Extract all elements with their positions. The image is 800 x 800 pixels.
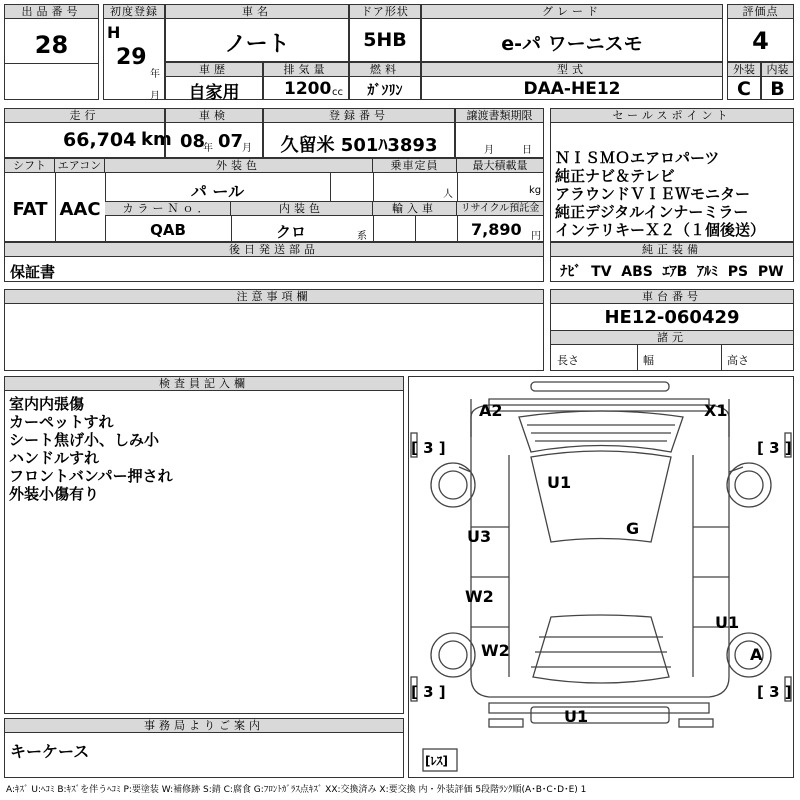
model-label: 型式 — [422, 63, 722, 77]
notes-cell — [4, 289, 544, 371]
sales-point-item: ＮＩＳＭＯエアロパーツ — [555, 149, 720, 167]
office-cell — [4, 718, 404, 778]
divider — [415, 216, 416, 241]
sales-points-label: セールスポイント — [551, 109, 793, 123]
inspector-item: シート焦げ小、しみ小 — [9, 431, 160, 449]
lot-number-value: 28 — [34, 31, 69, 59]
spare-tire: [ﾚｽ] — [425, 754, 448, 768]
inspection-year-unit: 年 — [203, 143, 213, 154]
rear-bumper — [489, 703, 709, 713]
mark-a-wheel: A — [750, 645, 763, 664]
ext-color-value: パ ール — [190, 182, 245, 201]
first-registration-cell — [103, 4, 165, 100]
interior-grade-cell — [761, 62, 794, 100]
exterior-grade-value: C — [737, 78, 751, 100]
shift-value: FAT — [12, 199, 48, 220]
office-value: キーケース — [10, 742, 90, 761]
mark-u3: U3 — [467, 527, 492, 546]
inspector-list — [9, 395, 399, 503]
equipment-label: 純正装備 — [551, 243, 793, 257]
max-load-unit: kg — [529, 185, 542, 196]
divider — [637, 344, 638, 370]
shift-label: シフト — [5, 159, 55, 173]
history-cell — [165, 62, 263, 103]
inspector-item: ハンドルすれ — [9, 449, 100, 467]
height-label: 高さ — [727, 354, 749, 367]
wheel-rl — [431, 633, 475, 677]
width-label: 幅 — [643, 354, 654, 367]
door-cell — [349, 4, 421, 62]
month-unit: 月 — [150, 91, 160, 102]
chassis-label: 車台番号 — [551, 290, 793, 304]
car-name-label: 車名 — [166, 5, 348, 19]
sales-point-item: アラウンドＶＩＥＷモニター — [555, 185, 751, 203]
mark-u1-side: U1 — [715, 613, 740, 632]
divider — [5, 63, 98, 64]
first-registration-era: H — [107, 23, 121, 42]
mark-a2: A2 — [479, 401, 503, 420]
displacement-unit: cc — [332, 87, 343, 98]
later-parts-cell — [4, 242, 544, 282]
displacement-cell — [263, 62, 349, 100]
wheel-rr — [727, 633, 771, 677]
wheel-fr — [727, 463, 771, 507]
recycle-unit: 円 — [531, 231, 541, 242]
legend: A:ｷｽﾞ U:ﾍｺﾐ B:ｷｽﾞを伴うﾍｺﾐ P:要塗装 W:補修跡 S:錆 C:腐食 G:ﾌﾛﾝﾄｶﾞﾗｽ点ｷｽﾞ XX:交換済み X:要交換 内・外装評価 5段階ﾗﾝｸ順(A･B･C･D･E) 1 — [6, 785, 587, 795]
plate-value: 久留米 501ﾊ3893 — [280, 135, 438, 156]
interior-grade-value: B — [770, 78, 785, 100]
equipment-cell — [550, 242, 794, 282]
model-cell — [421, 62, 723, 100]
mileage-unit: km — [141, 129, 172, 150]
door-label: ドア形状 — [350, 5, 420, 19]
divider — [330, 173, 331, 201]
score-label: 評価点 — [728, 5, 793, 19]
mark-u1-bottom: U1 — [564, 707, 589, 726]
inspector-item: フロントバンパー押され — [9, 467, 173, 485]
mark-u1-roof: U1 — [547, 473, 572, 492]
inspector-item: 室内内張傷 — [9, 395, 85, 413]
rear-plate-area — [531, 707, 669, 723]
model-value: DAA-HE12 — [523, 79, 621, 99]
fuel-cell — [349, 62, 421, 100]
spec-label: 諸元 — [551, 330, 793, 345]
capacity-label: 乗車定員 — [373, 159, 457, 173]
later-parts-value: 保証書 — [10, 263, 56, 281]
windshield-roof — [531, 451, 671, 542]
displacement-value: 1200 — [284, 79, 332, 99]
mark-g-hood: G — [626, 519, 640, 538]
inspection-year: 08 — [180, 131, 206, 152]
first-registration-label: 初度登録 — [104, 5, 164, 19]
max-load-label: 最大積載量 — [457, 159, 543, 173]
inspector-label: 検査員記入欄 — [5, 377, 403, 391]
color-no-label: カラーＮｏ． — [105, 202, 231, 216]
inspection-month-unit: 月 — [242, 143, 252, 154]
length-label: 長さ — [557, 354, 579, 367]
mark-x1: X1 — [704, 401, 728, 420]
sales-point-item: 純正ナビ＆テレビ — [555, 167, 675, 185]
inspector-cell — [4, 376, 404, 714]
score-cell — [727, 4, 794, 62]
color-no-value: QAB — [150, 221, 186, 239]
interior-grade-label: 内装 — [762, 63, 793, 77]
ext-color-label: 外装色 — [105, 159, 373, 173]
plate-label: 登録番号 — [264, 109, 454, 123]
sales-points-list — [555, 149, 793, 239]
vehicle-details-block — [4, 158, 544, 242]
transfer-cell — [455, 108, 544, 158]
transfer-label: 譲渡書類期限 — [456, 109, 543, 123]
recycle-value: 7,890 — [471, 220, 522, 239]
recycle-label: リサイクル預託金 — [457, 202, 543, 216]
tire-fl: [ 3 ] — [411, 439, 446, 457]
tire-rr: [ 3 ] — [757, 683, 792, 701]
hood — [519, 411, 683, 452]
front-bumper-top — [531, 382, 669, 391]
mileage-cell — [4, 108, 172, 158]
inspection-cell — [165, 108, 263, 158]
ac-value: AAC — [59, 199, 101, 220]
mark-w2-door: W2 — [465, 587, 494, 606]
year-unit: 年 — [150, 69, 160, 80]
exterior-grade-label: 外装 — [728, 63, 760, 77]
displacement-label: 排気量 — [264, 63, 348, 77]
chassis-cell — [550, 289, 794, 371]
ac-label: エアコン — [55, 159, 105, 173]
fuel-value: ｶﾞｿﾘﾝ — [367, 83, 403, 99]
import-label: 輸入車 — [373, 202, 457, 216]
sales-points-cell — [550, 108, 794, 242]
inspection-month: 07 — [218, 131, 244, 152]
car-diagram — [408, 376, 794, 778]
inspection-label: 車検 — [166, 109, 262, 123]
car-name-value: ノート — [224, 32, 290, 57]
tire-fr: [ 3 ] — [757, 439, 792, 457]
int-color-label: 内装色 — [231, 202, 373, 216]
fuel-label: 燃料 — [350, 63, 420, 77]
exterior-grade-cell — [727, 62, 761, 100]
door-value: 5HB — [363, 29, 407, 51]
rear-window — [533, 615, 669, 683]
transfer-day-unit: 日 — [522, 145, 532, 156]
int-color-value: クロ — [275, 223, 306, 241]
inspector-item: 外装小傷有り — [9, 485, 100, 503]
plate-cell — [263, 108, 455, 158]
sales-point-item: インテリキーＸ２（１個後送） — [555, 221, 766, 239]
history-label: 車歴 — [166, 63, 262, 77]
lot-number-label: 出品番号 — [5, 5, 98, 19]
tire-rl: [ 3 ] — [411, 683, 446, 701]
mileage-label: 走行 — [5, 109, 164, 123]
divider — [721, 344, 722, 370]
notes-label: 注意事項欄 — [5, 290, 543, 304]
inspector-item: カーペットすれ — [9, 413, 114, 431]
first-registration-year: 29 — [116, 45, 147, 70]
history-value: 自家用 — [188, 83, 240, 103]
later-parts-label: 後日発送部品 — [5, 243, 543, 257]
chassis-value: HE12-060429 — [604, 307, 740, 328]
lot-number-cell — [4, 4, 99, 100]
sales-point-item: 純正デジタルインナーミラー — [555, 203, 749, 221]
int-color-unit: 系 — [357, 231, 367, 242]
office-label: 事務局よりご案内 — [5, 719, 403, 733]
capacity-unit: 人 — [443, 189, 453, 200]
mark-w2-rear: W2 — [481, 641, 510, 660]
score-value: 4 — [752, 27, 769, 55]
transfer-month-unit: 月 — [484, 145, 494, 156]
wheel-fl — [431, 463, 475, 507]
car-outline-diagram — [409, 377, 793, 777]
equipment-value: ﾅﾋﾞ TV ABS ｴｱB ｱﾙﾐ PS PW — [560, 264, 784, 280]
grade-value: e-パ ワーニスモ — [501, 33, 643, 55]
car-name-cell — [165, 4, 349, 62]
grade-label: グレード — [422, 5, 722, 19]
grade-cell — [421, 4, 723, 62]
mileage-value: 66,704 — [63, 129, 137, 151]
